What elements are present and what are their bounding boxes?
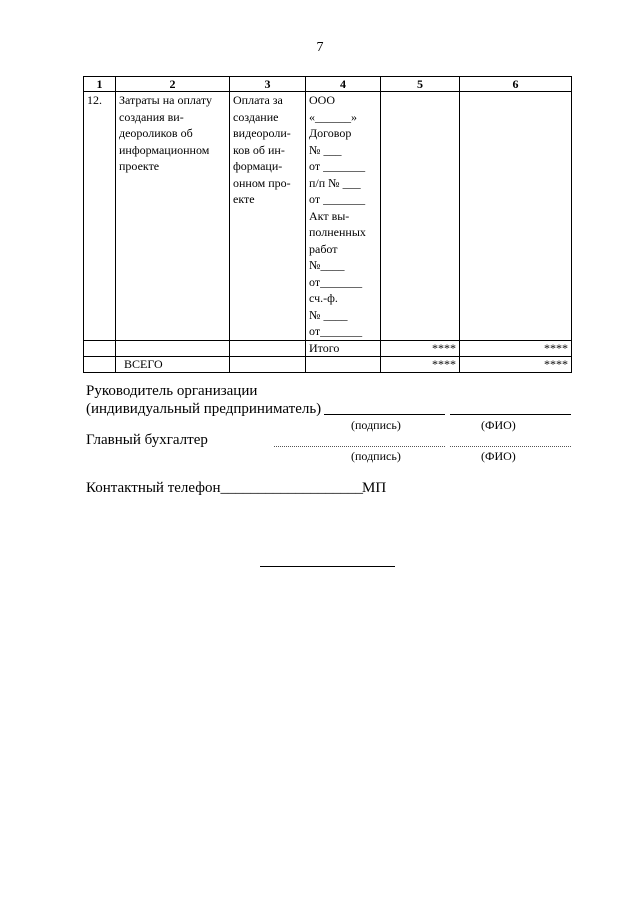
head-signature-caption: (подпись) [351, 418, 401, 432]
empty-cell [230, 340, 306, 356]
expense-table [83, 76, 572, 373]
expense-description-cell [230, 92, 306, 341]
cell-text-line: № ____ [309, 307, 348, 322]
empty-cell [381, 92, 460, 341]
row-number-cell: 12. [84, 92, 116, 341]
cell-text-line: Оплата за [233, 93, 283, 107]
cell-text-line: п/п № ___ [309, 175, 361, 190]
vsego-label: ВСЕГО [116, 356, 230, 372]
empty-cell [230, 356, 306, 372]
empty-cell [84, 340, 116, 356]
end-of-document-line [260, 566, 395, 567]
cell-text-line: от _______ [309, 159, 366, 173]
cell-text-line: работ [309, 241, 338, 256]
empty-cell [116, 340, 230, 356]
cell-text-line: ООО [309, 93, 335, 107]
cell-text-line: сч.-ф. [309, 291, 338, 305]
itogo-label: Итого [306, 340, 381, 356]
cell-text-line: создание [233, 109, 279, 124]
vsego-col5: **** [381, 356, 460, 372]
head-signature-line [324, 414, 445, 415]
column-header: 5 [381, 77, 460, 92]
cell-text-line: информационном [119, 142, 210, 157]
chief-accountant-label: Главный бухгалтер [86, 432, 208, 448]
stamp-placeholder-label: МП [362, 480, 387, 496]
cell-text-line: создания ви- [119, 109, 184, 124]
expense-name-cell [116, 92, 230, 341]
accountant-signature-caption: (подпись) [351, 449, 401, 463]
contact-phone-label: Контактный телефон___________________ [86, 480, 363, 496]
cell-text-line: от _______ [309, 192, 366, 206]
cell-text-line: от_______ [309, 324, 363, 338]
cell-text-line: от_______ [309, 274, 363, 289]
head-fio-caption: (ФИО) [481, 418, 516, 432]
cell-text-line: екте [233, 192, 255, 206]
cell-text-line: Договор [309, 126, 352, 140]
itogo-row [84, 340, 572, 356]
accountant-fio-caption: (ФИО) [481, 449, 516, 463]
empty-cell [84, 356, 116, 372]
column-header: 3 [230, 77, 306, 92]
cell-text-line: «______» [309, 109, 357, 124]
itogo-col6: **** [460, 340, 572, 356]
accountant-signature-line [274, 446, 445, 447]
column-header: 2 [116, 77, 230, 92]
table-header-row [84, 77, 572, 92]
empty-cell [306, 356, 381, 372]
cell-text-line: №____ [309, 258, 345, 272]
head-fio-line [450, 414, 571, 415]
cell-text-line: ков об ин- [233, 142, 285, 157]
documents-cell [306, 92, 381, 341]
cell-text-line: видеороли- [233, 126, 291, 140]
page-number: 7 [316, 40, 324, 55]
vsego-row [84, 356, 572, 372]
cell-text-line: № ___ [309, 142, 342, 157]
column-header: 6 [460, 77, 572, 92]
head-of-organization-label: Руководитель организации [86, 383, 258, 399]
cell-text-line: онном про- [233, 175, 291, 190]
cell-text-line: Затраты на оплату [119, 93, 212, 107]
accountant-fio-line [450, 446, 571, 447]
empty-cell [460, 92, 572, 341]
cell-text-line: формаци- [233, 159, 283, 173]
cell-text-line: проекте [119, 159, 160, 173]
cell-text-line: Акт вы- [309, 208, 350, 223]
cell-text-line: деороликов об [119, 126, 193, 140]
cell-text-line: полненных [309, 225, 366, 239]
individual-entrepreneur-label: (индивидуальный предприниматель) [86, 401, 322, 417]
table-row [84, 92, 572, 341]
column-header: 1 [84, 77, 116, 92]
vsego-col6: **** [460, 356, 572, 372]
column-header: 4 [306, 77, 381, 92]
itogo-col5: **** [381, 340, 460, 356]
